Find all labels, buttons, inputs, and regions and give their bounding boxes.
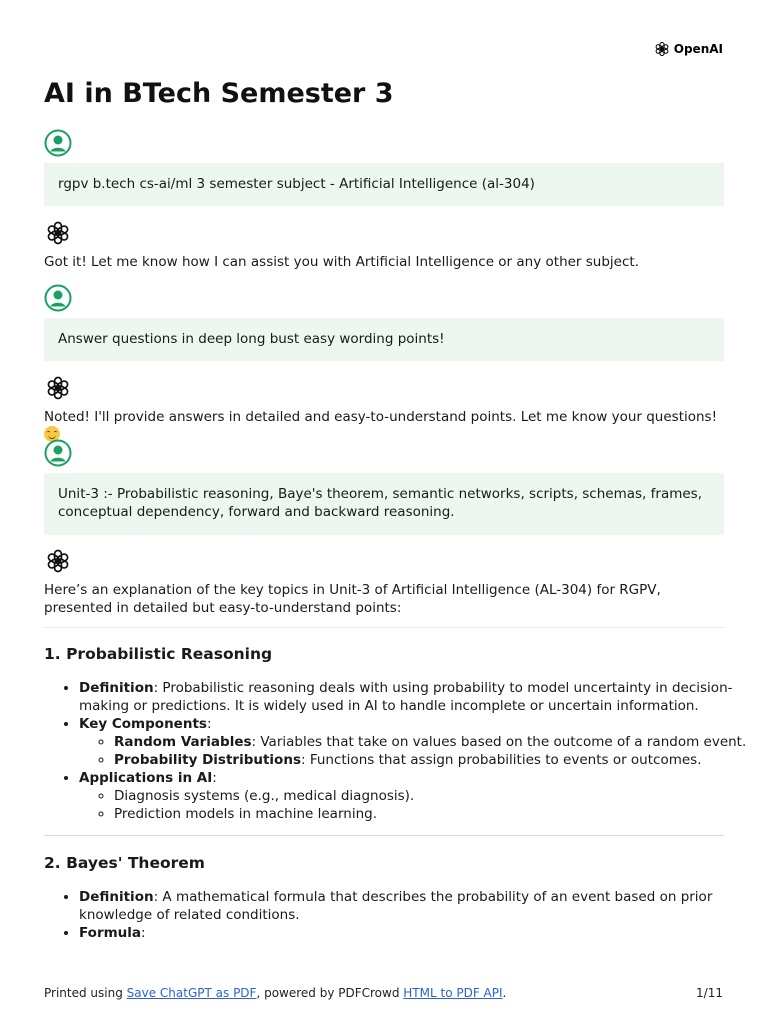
user-avatar-icon xyxy=(44,284,72,312)
list-item xyxy=(114,751,759,769)
openai-logo-icon xyxy=(44,219,72,247)
openai-logo-icon xyxy=(44,547,72,575)
user-message xyxy=(44,318,724,361)
item-text: : xyxy=(141,925,146,941)
section-heading: 1. Probabilistic Reasoning xyxy=(44,645,273,663)
assistant-message: Here’s an explanation of the key topics in Unit-3 of Artificial Intelligence (AL-304) for RGPV, presented in detailed but easy-to-understand points: xyxy=(44,582,661,616)
item-term: Definition xyxy=(79,889,154,905)
print-footer xyxy=(44,985,724,1001)
section-heading: 2. Bayes' Theorem xyxy=(44,854,205,872)
list-item xyxy=(79,679,759,715)
openai-logo-icon xyxy=(44,374,72,402)
page-number: 1/11 xyxy=(696,986,723,1000)
assistant-message: Got it! Let me know how I can assist you with Artificial Intelligence or any other subject. xyxy=(44,254,639,270)
message-text: Unit-3 :- Probabilistic reasoning, Baye's theorem, semantic networks, scripts, schemas, frames, conceptual dependency, forward and backward reasoning. xyxy=(58,486,702,520)
item-text: : Variables that take on values based on the outcome of a random event. xyxy=(251,734,747,750)
list-item xyxy=(79,769,759,823)
save-chatgpt-pdf-link[interactable]: Save ChatGPT as PDF xyxy=(126,986,257,1000)
item-term: Definition xyxy=(79,680,154,696)
message-text: rgpv b.tech cs-ai/ml 3 semester subject - Artificial Intelligence (al-304) xyxy=(58,176,535,192)
bullet-list xyxy=(44,888,759,942)
user-avatar-icon xyxy=(44,129,72,157)
divider xyxy=(44,835,724,836)
item-term: Random Variables xyxy=(114,734,252,750)
list-item xyxy=(114,733,759,751)
list-item xyxy=(79,715,759,769)
sub-list xyxy=(79,787,759,823)
user-message xyxy=(44,473,724,535)
message-text: Answer questions in deep long bust easy wording points! xyxy=(58,331,445,347)
item-text: : xyxy=(212,770,217,786)
html-to-pdf-api-link[interactable]: HTML to PDF API xyxy=(403,986,503,1000)
list-item xyxy=(79,888,759,924)
page-title: AI in BTech Semester 3 xyxy=(44,78,394,109)
message-text: Noted! I'll provide answers in detailed and easy-to-understand points. Let me know your questions! xyxy=(44,409,717,425)
bullet-list xyxy=(44,679,759,823)
item-text: Prediction models in machine learning. xyxy=(114,806,377,822)
user-avatar-icon xyxy=(44,439,72,467)
list-item xyxy=(79,924,759,942)
openai-logo-icon xyxy=(654,41,670,57)
item-text: : A mathematical formula that describes the probability of an event based on prior knowledge of related conditions. xyxy=(79,889,713,923)
footer-text: , powered by PDFCrowd xyxy=(256,986,404,1000)
item-text: : xyxy=(206,716,212,732)
item-text: : Functions that assign probabilities to events or outcomes. xyxy=(300,752,702,768)
footer-text: . xyxy=(502,986,507,1000)
assistant-message xyxy=(44,408,724,444)
item-text: : Probabilistic reasoning deals with using probability to model uncertainty in decision-making or predictions. It is widely used in AI to handle incomplete or uncertain information. xyxy=(79,680,733,714)
item-term: Key Components xyxy=(79,716,207,732)
list-item xyxy=(114,805,759,823)
item-term: Formula xyxy=(79,925,142,941)
brand-name: OpenAI xyxy=(673,42,723,56)
brand-logo xyxy=(654,40,723,58)
footer-text: Printed using xyxy=(44,986,127,1000)
item-term: Probability Distributions xyxy=(114,752,301,768)
item-term: Applications in AI xyxy=(79,770,213,786)
user-message xyxy=(44,163,724,206)
item-text: Diagnosis systems (e.g., medical diagnosis). xyxy=(114,788,415,804)
list-item xyxy=(114,787,759,805)
divider xyxy=(44,627,724,628)
sub-list xyxy=(79,733,759,769)
